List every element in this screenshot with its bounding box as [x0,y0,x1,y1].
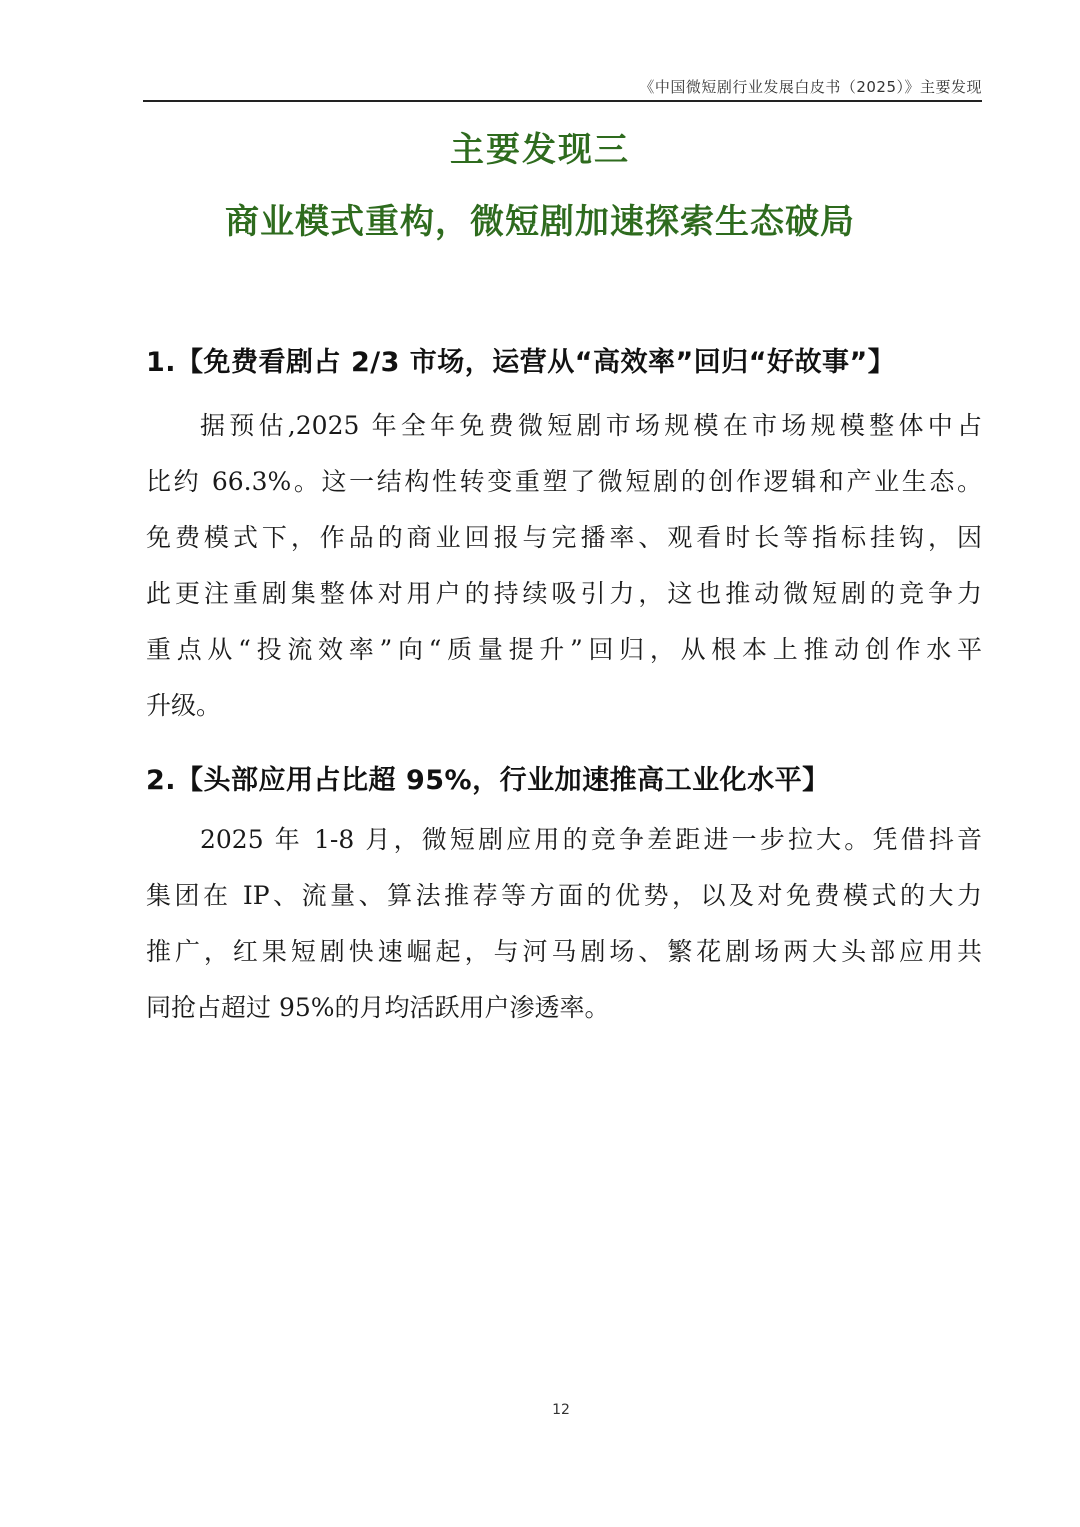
paragraph-line: 集团在 IP、流量、算法推荐等方面的优势，以及对免费模式的大力 [146,881,982,910]
paragraph-line: 据预估,2025 年全年免费微短剧市场规模在市场规模整体中占 [200,411,982,440]
page-title: 主要发现三 [450,130,630,170]
paragraph-line: 此更注重剧集整体对用户的持续吸引力，这也推动微短剧的竞争力 [146,579,982,608]
paragraph-line: 免费模式下，作品的商业回报与完播率、观看时长等指标挂钩，因 [146,523,982,552]
paragraph-line: 重点从“投流效率”向“质量提升”回归，从根本上推动创作水平 [146,635,982,664]
page-number: 12 [552,1402,570,1418]
page-subtitle: 商业模式重构，微短剧加速探索生态破局 [225,202,855,242]
header-rule [143,100,982,102]
section-body-2 [146,812,982,1036]
paragraph-line: 同抢占超过 95%的月均活跃用户渗透率。 [146,993,610,1022]
paragraph-line: 2025 年 1-8 月，微短剧应用的竞争差距进一步拉大。凭借抖音 [200,825,982,854]
running-header: 《中国微短剧行业发展白皮书（2025）》主要发现 [639,78,982,96]
section-heading-2: 2.【头部应用占比超 95%，行业加速推高工业化水平】 [146,765,830,796]
paragraph-line: 升级。 [146,691,222,720]
paragraph-line: 推广，红果短剧快速崛起，与河马剧场、繁花剧场两大头部应用共 [146,937,982,966]
section-heading-1: 1.【免费看剧占 2/3 市场，运营从“高效率”回归“好故事”】 [146,347,896,378]
section-body-1 [146,398,982,734]
paragraph-line: 比约 66.3%。这一结构性转变重塑了微短剧的创作逻辑和产业生态。 [146,467,982,496]
